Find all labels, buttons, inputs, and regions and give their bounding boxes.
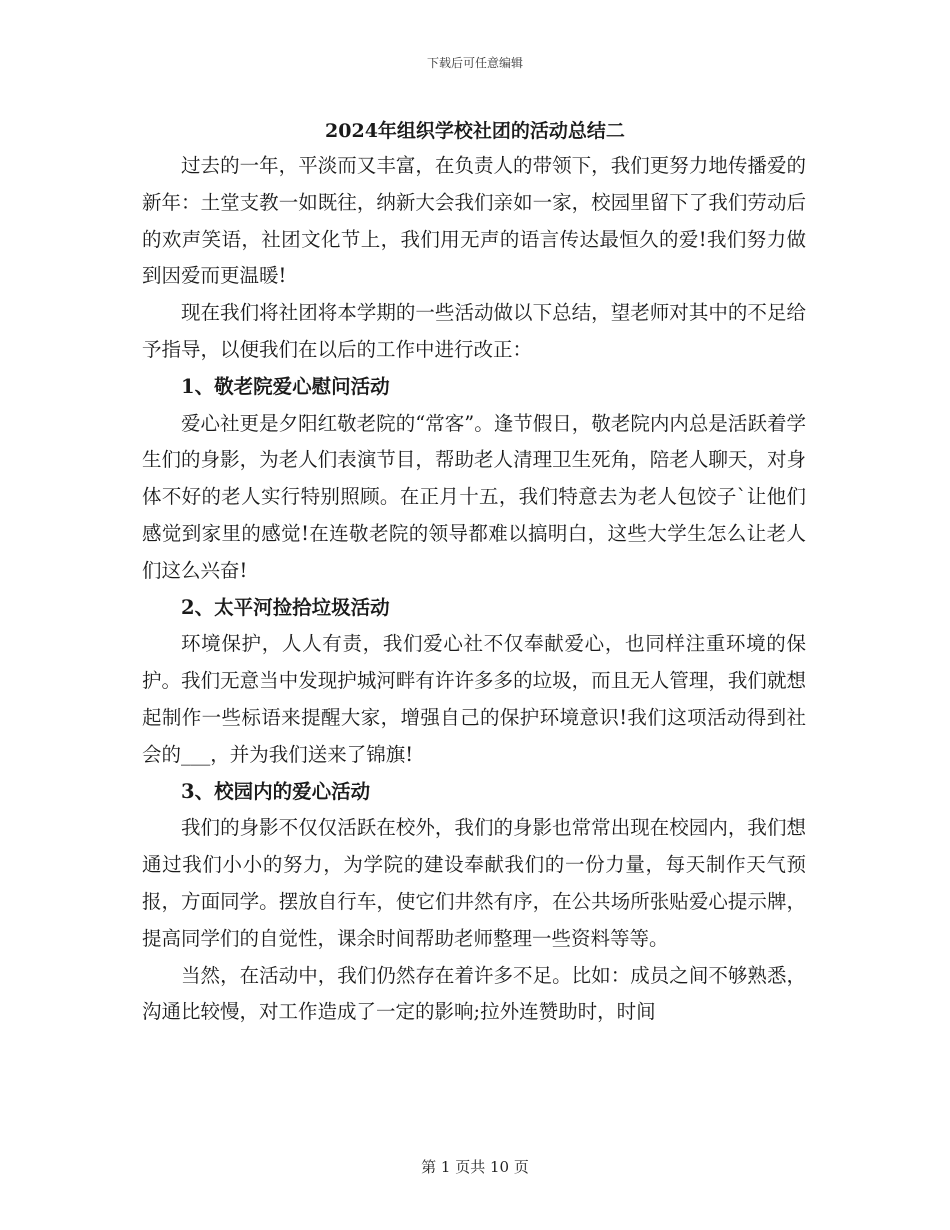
header-note: 下载后可任意编辑 bbox=[426, 56, 523, 70]
closing-paragraph: 当然，在活动中，我们仍然存在着许多不足。比如：成员之间不够熟悉，沟通比较慢，对工作造成了一定的影响;拉外连赞助时，时间 bbox=[142, 963, 806, 1024]
page-footer: 第 1 页共 10 页 bbox=[421, 1158, 529, 1176]
section-paragraph: 我们的身影不仅仅活跃在校外，我们的身影也常常出现在校园内，我们想通过我们小小的努力，为学院的建设奉献我们的一份力量，每天制作天气预报，方面同学。摆放自行车，使它们井然有序，在公共场所张贴爱心提示牌，提高同学们的自觉性，课余时间帮助老师整理一些资料等等。 bbox=[142, 816, 806, 950]
intro-paragraph: 现在我们将社团将本学期的一些活动做以下总结，望老师对其中的不足给予指导，以便我们在以后的工作中进行改正： bbox=[142, 301, 806, 361]
section-heading: 3、校园内的爱心活动 bbox=[181, 779, 371, 803]
section-heading: 2、太平河捡拾垃圾活动 bbox=[181, 595, 390, 619]
section-paragraph: 环境保护，人人有责，我们爱心社不仅奉献爱心，也同样注重环境的保护。我们无意当中发现护城河畔有许许多多的垃圾，而且无人管理，我们就想起制作一些标语来提醒大家，增强自己的保护环境意识!我们这项活动得到社会的___，并为我们送来了锦旗! bbox=[142, 632, 806, 766]
section-paragraph: 爱心社更是夕阳红敬老院的“常客”。逢节假日，敬老院内内总是活跃着学生们的身影，为老人们表演节目，帮助老人清理卫生死角，陪老人聊天，对身体不好的老人实行特别照顾。在正月十五，我们特意去为老人包饺子`让他们感觉到家里的感觉!在连敬老院的领导都难以搞明白，这些大学生怎么让老人们这么兴奋! bbox=[142, 411, 806, 582]
document-title: 2024年组织学校社团的活动总结二 bbox=[325, 120, 625, 142]
section-heading: 1、敬老院爱心慰问活动 bbox=[181, 374, 390, 398]
intro-paragraph: 过去的一年，平淡而又丰富，在负责人的带领下，我们更努力地传播爱的新年：土堂支教一如既往，纳新大会我们亲如一家，校园里留下了我们劳动后的欢声笑语，社团文化节上，我们用无声的语言传达最恒久的爱!我们努力做到因爱而更温暖! bbox=[142, 154, 806, 288]
document-body bbox=[142, 148, 806, 1031]
